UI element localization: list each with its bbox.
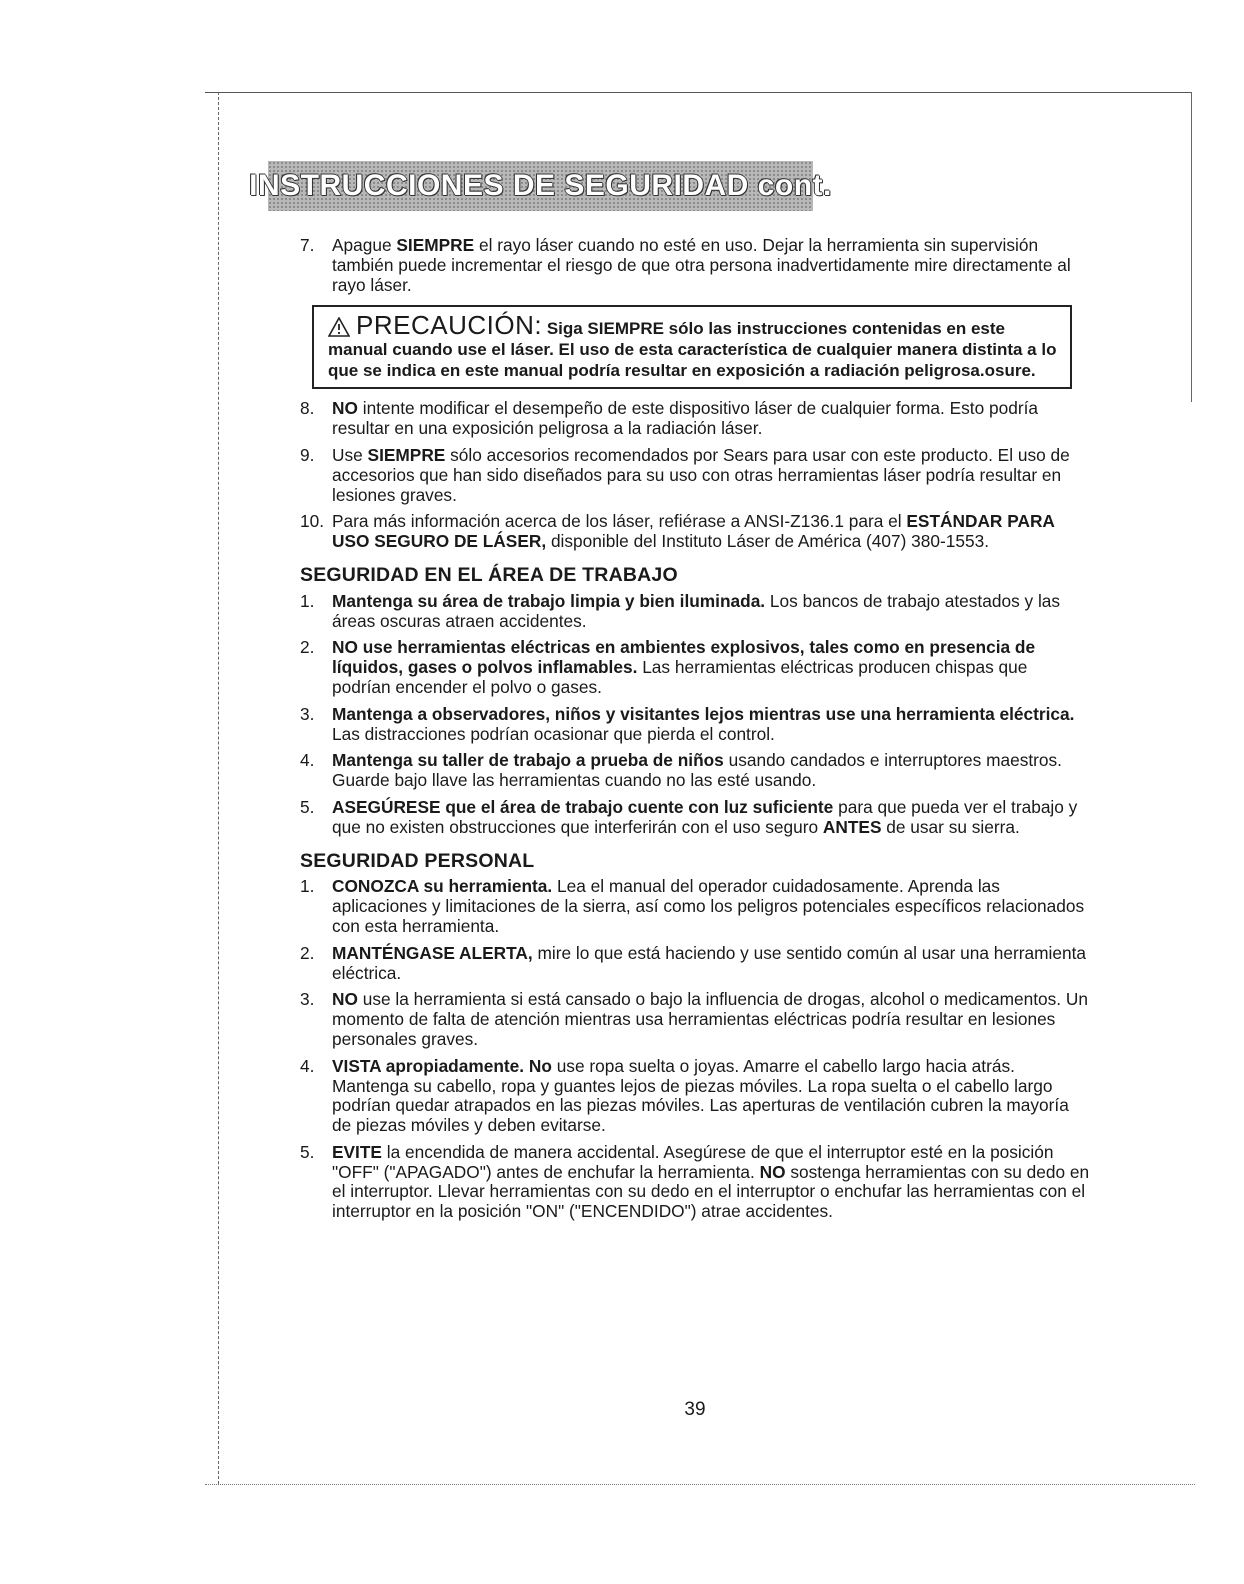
item-number: 7. [300,235,315,255]
section-title: INSTRUCCIONES DE SEGURIDAD cont. [249,169,832,202]
item-number: 8. [300,398,315,419]
frame-top-rule [205,92,1192,93]
caution-heading: PRECAUCIÓN: [356,310,543,341]
item-number: 5. [300,1141,315,1162]
list-item [300,1143,1090,1222]
item-number: 2. [300,942,315,963]
item-number: 9. [300,444,315,465]
list-item [300,446,1090,505]
warning-triangle-icon [328,317,350,339]
list-item [300,592,1090,632]
list-item [300,944,1090,984]
list-item [300,638,1090,697]
item-number: 5. [300,796,315,817]
item-text: Apague SIEMPRE el rayo láser cuando no esté en uso. Dejar la herramienta sin supervisión también puede incrementar el riesgo de que otra persona inadvertidamente mire directamente al rayo láser. [332,235,1071,295]
item-number: 2. [300,637,315,658]
item-text: NO use herramientas eléctricas en ambientes explosivos, tales como en presencia de líquidos, gases o polvos inflamables. Las herramientas eléctricas producen chispas que podrían encender el polvo o gases. [332,637,1036,697]
item-number: 10. [300,511,325,532]
section-title-banner [249,161,832,211]
list-item [300,751,1090,791]
list-item [300,236,1090,295]
personal-safety-heading: SEGURIDAD PERSONAL [300,849,535,872]
frame-left-rule [218,92,219,1484]
caution-heading-group [328,310,542,340]
list-item [300,990,1090,1049]
item-text: Mantenga su área de trabajo limpia y bien iluminada. Los bancos de trabajo atestados y las áreas oscuras atraen accidentes. [332,590,1061,631]
caution-text: Siga SIEMPRE sólo las instrucciones contenidas en este manual cuando use el láser. El uso de esta característica de cualquier manera distinta a lo que se indica en este manual podría resultar en exposición a radiación peligrosa.osure. [328,319,1057,381]
item-number: 1. [300,590,315,611]
item-text: Mantenga su taller de trabajo a prueba de niños usando candados e interruptores maestros. Guarde bajo llave las herramientas cuando no las esté usando. [332,750,1062,791]
list-item [300,798,1090,838]
item-text: EVITE la encendida de manera accidental. Asegúrese de que el interruptor esté en la posición "OFF" ("APAGADO") antes de enchufar la herramienta. NO sostenga herramientas con su dedo en el interruptor. Llevar herramientas con su dedo en el interruptor o enchufar las herramientas con el interruptor en la posición "ON" ("ENCENDIDO") atrae accidentes. [332,1141,1090,1222]
item-text: MANTÉNGASE ALERTA, mire lo que está haciendo y use sentido común al usar una herramienta eléctrica. [332,942,1086,983]
list-item [300,877,1090,936]
item-text: VISTA apropiadamente. No use ropa suelta o joyas. Amarre el cabello largo hacia atrás. Mantenga su cabello, ropa y guantes lejos de piezas móviles. La ropa suelta o el cabello largo podrían quedar atrapados en las piezas móviles. Las aperturas de ventilación cubren la mayoría de piezas móviles y deben evitarse. [332,1055,1069,1136]
frame-right-rule [1191,92,1192,402]
list-item [300,1057,1090,1136]
item-number: 4. [300,1055,315,1076]
item-number: 3. [300,703,315,724]
item-text: NO use la herramienta si está cansado o bajo la influencia de drogas, alcohol o medicamentos. Un momento de falta de atención mientras usa herramientas eléctricas podría resultar en lesiones personales graves. [332,989,1089,1049]
item-text: Para más información acerca de los láser, refiérase a ANSI-Z136.1 para el ESTÁNDAR PARA USO SEGURO DE LÁSER, disponible del Instituto Láser de América (407) 380-1553. [332,511,1055,552]
item-text: CONOZCA su herramienta. Lea el manual del operador cuidadosamente. Aprenda las aplicaciones y limitaciones de la sierra, así como los peligros potenciales específicos relacionados con esta herramienta. [332,876,1085,936]
item-number: 3. [300,989,315,1010]
list-item [300,705,1090,745]
item-number: 4. [300,750,315,771]
item-text: ASEGÚRESE que el área de trabajo cuente con luz suficiente para que pueda ver el trabajo y que no existen obstrucciones que interferirán con el uso seguro ANTES de usar su sierra. [332,796,1078,837]
item-text: NO intente modificar el desempeño de este dispositivo láser de cualquier forma. Esto podría resultar en una exposición peligrosa a la radiación láser. [332,398,1039,439]
page-number: 39 [684,1399,706,1420]
item-number: 1. [300,876,315,897]
caution-box [312,305,1072,389]
frame-bottom-rule [205,1484,1195,1485]
list-item [300,512,1090,552]
content-column [300,236,1090,1229]
item-text: Mantenga a observadores, niños y visitantes lejos mientras use una herramienta eléctrica. Las distracciones podrían ocasionar que pierda el control. [332,703,1075,744]
list-item [300,399,1090,439]
work-area-heading: SEGURIDAD EN EL ÁREA DE TRABAJO [300,563,678,586]
item-text: Use SIEMPRE sólo accesorios recomendados por Sears para usar con este producto. El uso de accesorios que han sido diseñados para su uso con otras herramientas láser podría resultar en lesiones graves. [332,444,1070,505]
